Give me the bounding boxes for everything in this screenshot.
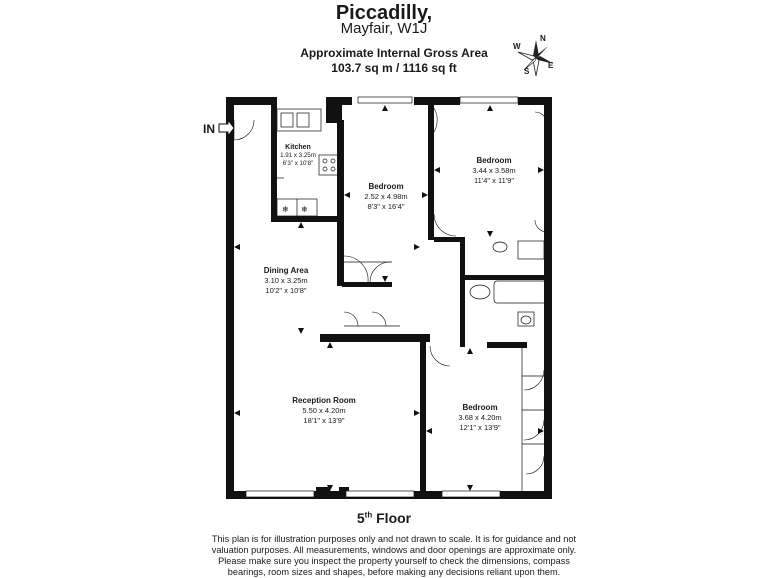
room-label-bedroom-bottom bbox=[438, 403, 522, 433]
room-label-bedroom-top bbox=[450, 156, 538, 186]
room-name: Bedroom bbox=[476, 156, 512, 165]
floor-suffix: th bbox=[364, 510, 373, 520]
floor-label bbox=[0, 510, 768, 526]
room-imperial: 18'1" x 13'9" bbox=[303, 416, 345, 425]
page-title: Piccadilly, bbox=[335, 2, 433, 24]
svg-text:❄: ❄ bbox=[282, 205, 289, 214]
wardrobes bbox=[344, 262, 544, 491]
room-label-reception-room bbox=[274, 396, 374, 426]
room-name: Dining Area bbox=[263, 266, 309, 275]
room-imperial: 6'3" x 10'8" bbox=[282, 160, 314, 167]
room-name: Bedroom bbox=[368, 182, 404, 191]
page-subtitle: Mayfair, W1J bbox=[340, 20, 428, 37]
room-metric: 3.68 x 4.20m bbox=[458, 413, 502, 422]
room-metric: 3.44 x 3.58m bbox=[472, 166, 516, 175]
room-label-bedroom-small bbox=[346, 182, 426, 212]
room-name: Reception Room bbox=[292, 396, 356, 405]
compass-west-label: W bbox=[513, 42, 521, 51]
room-label-kitchen bbox=[270, 144, 326, 168]
compass-south-label: S bbox=[524, 67, 530, 76]
area-heading: Approximate Internal Gross Area bbox=[300, 46, 488, 60]
room-metric: 3.10 x 3.25m bbox=[264, 276, 308, 285]
room-name: Kitchen bbox=[285, 144, 311, 151]
disclaimer-text: This plan is for illustration purposes only and not drawn to scale. It is for guidance and not valuation purposes. All measurements, windows and door openings are approximate only. Please make sure you inspect the property yourself to check the dimensions, compass bearings, room sizes and shapes, before making any decisions reliant upon them. bbox=[211, 534, 577, 577]
entrance-label: IN bbox=[203, 122, 215, 136]
svg-text:❄: ❄ bbox=[301, 205, 308, 214]
room-name: Bedroom bbox=[462, 403, 498, 412]
area-value: 103.7 sq m / 1116 sq ft bbox=[331, 61, 457, 75]
floor-word: Floor bbox=[376, 510, 412, 526]
bathroom-fittings bbox=[470, 241, 546, 326]
floor-number: 5 bbox=[356, 510, 365, 526]
room-metric: 5.50 x 4.20m bbox=[302, 406, 346, 415]
room-metric: 1.91 x 3.25m bbox=[280, 152, 316, 159]
room-imperial: 12'1" x 13'9" bbox=[459, 423, 501, 432]
compass-east-label: E bbox=[548, 61, 554, 70]
room-imperial: 11'4" x 11'9" bbox=[473, 176, 515, 185]
room-metric: 2.52 x 4.98m bbox=[364, 192, 408, 201]
room-imperial: 8'3" x 16'4" bbox=[367, 202, 405, 211]
room-label-dining-area bbox=[244, 266, 328, 296]
room-imperial: 10'2" x 10'8" bbox=[265, 286, 307, 295]
compass-north-label: N bbox=[540, 34, 546, 43]
